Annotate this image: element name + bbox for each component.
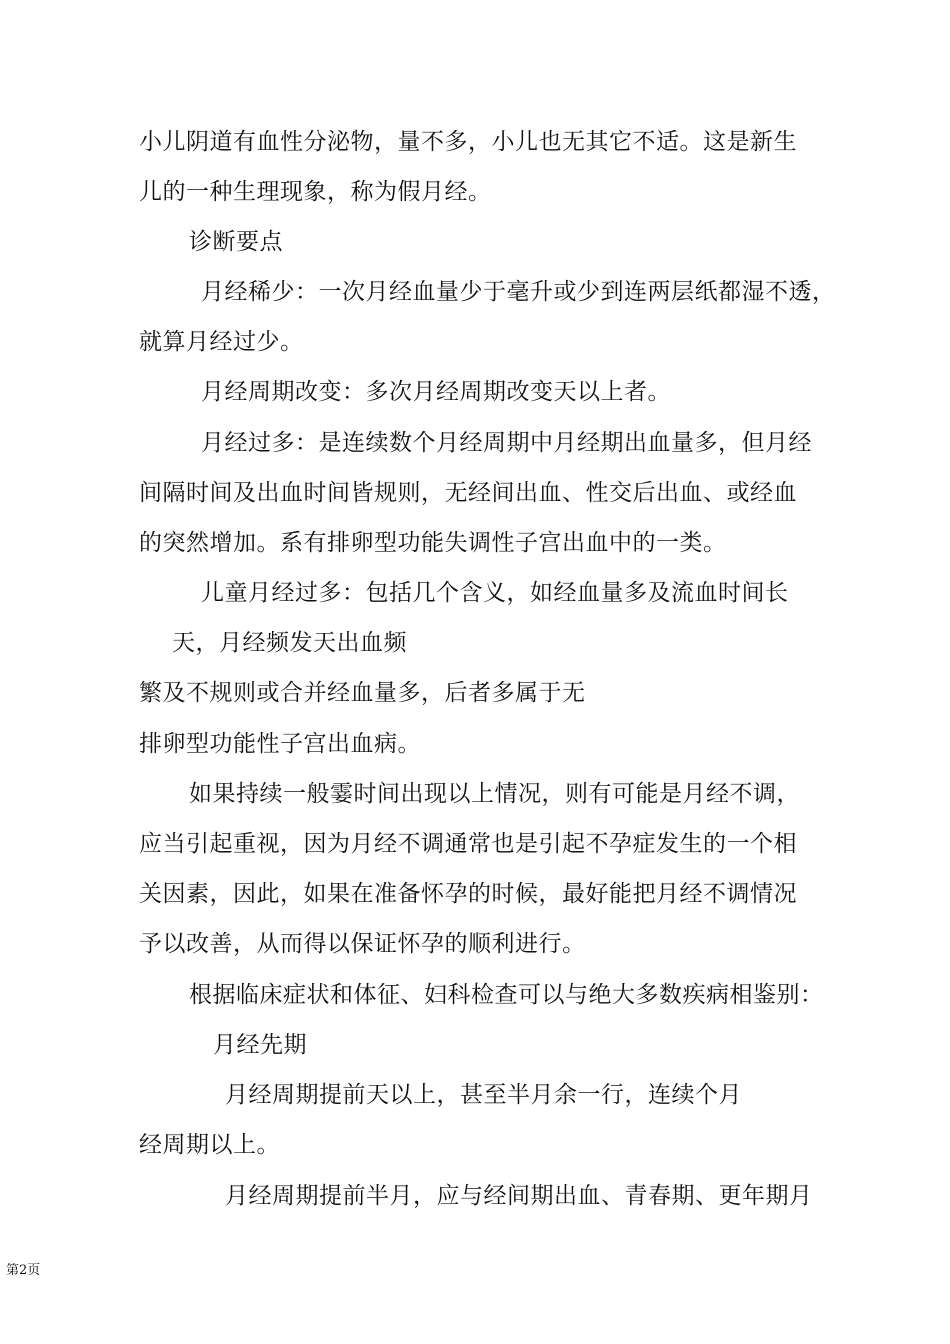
text-line-4: 月经稀少：一次月经血量少于毫升或少到连两层纸都湿不透， bbox=[201, 279, 836, 305]
section-heading-early-cycle: 月经先期 bbox=[213, 1032, 307, 1058]
text-line-5: 就算月经过少。 bbox=[139, 329, 304, 355]
text-line-10: 儿童月经过多：包括几个含义，如经血量多及流血时间长 bbox=[201, 580, 789, 606]
text-line-16: 关因素，因此，如果在准备怀孕的时候，最好能把月经不调情况 bbox=[139, 881, 797, 907]
text-line-7: 月经过多：是连续数个月经周期中月经期出血量多，但月经 bbox=[201, 430, 812, 456]
text-line-12: 繁及不规则或合并经血量多，后者多属于无 bbox=[139, 680, 586, 706]
text-line-17: 予以改善，从而得以保证怀孕的顺利进行。 bbox=[139, 931, 586, 957]
text-line-11: 天，月经频发天出血频 bbox=[172, 630, 407, 656]
text-line-9: 的突然增加。系有排卵型功能失调性子宫出血中的一类。 bbox=[139, 530, 727, 556]
text-line-20: 月经周期提前天以上，甚至半月余一行，连续个月 bbox=[225, 1082, 742, 1108]
text-line-18: 根据临床症状和体征、妇科检查可以与绝大多数疾病相鉴别： bbox=[189, 982, 824, 1008]
section-heading-diagnosis: 诊断要点 bbox=[189, 229, 283, 255]
text-line-14: 如果持续一般霎时间出现以上情况，则有可能是月经不调， bbox=[189, 781, 800, 807]
text-line-8: 间隔时间及出血时间皆规则，无经间出血、性交后出血、或经血 bbox=[139, 480, 797, 506]
text-line-2: 儿的一种生理现象，称为假月经。 bbox=[139, 179, 492, 205]
text-line-22: 月经周期提前半月，应与经间期出血、青春期、更年期月 bbox=[225, 1183, 813, 1209]
text-line-6: 月经周期改变：多次月经周期改变天以上者。 bbox=[201, 379, 671, 405]
text-line-15: 应当引起重视，因为月经不调通常也是引起不孕症发生的一个相 bbox=[139, 831, 797, 857]
text-line-21: 经周期以上。 bbox=[139, 1132, 280, 1158]
text-line-1: 小儿阴道有血性分泌物，量不多，小儿也无其它不适。这是新生 bbox=[139, 129, 797, 155]
text-line-13: 排卵型功能性子宫出血病。 bbox=[139, 731, 421, 757]
page-number: 第2页 bbox=[6, 1263, 41, 1278]
